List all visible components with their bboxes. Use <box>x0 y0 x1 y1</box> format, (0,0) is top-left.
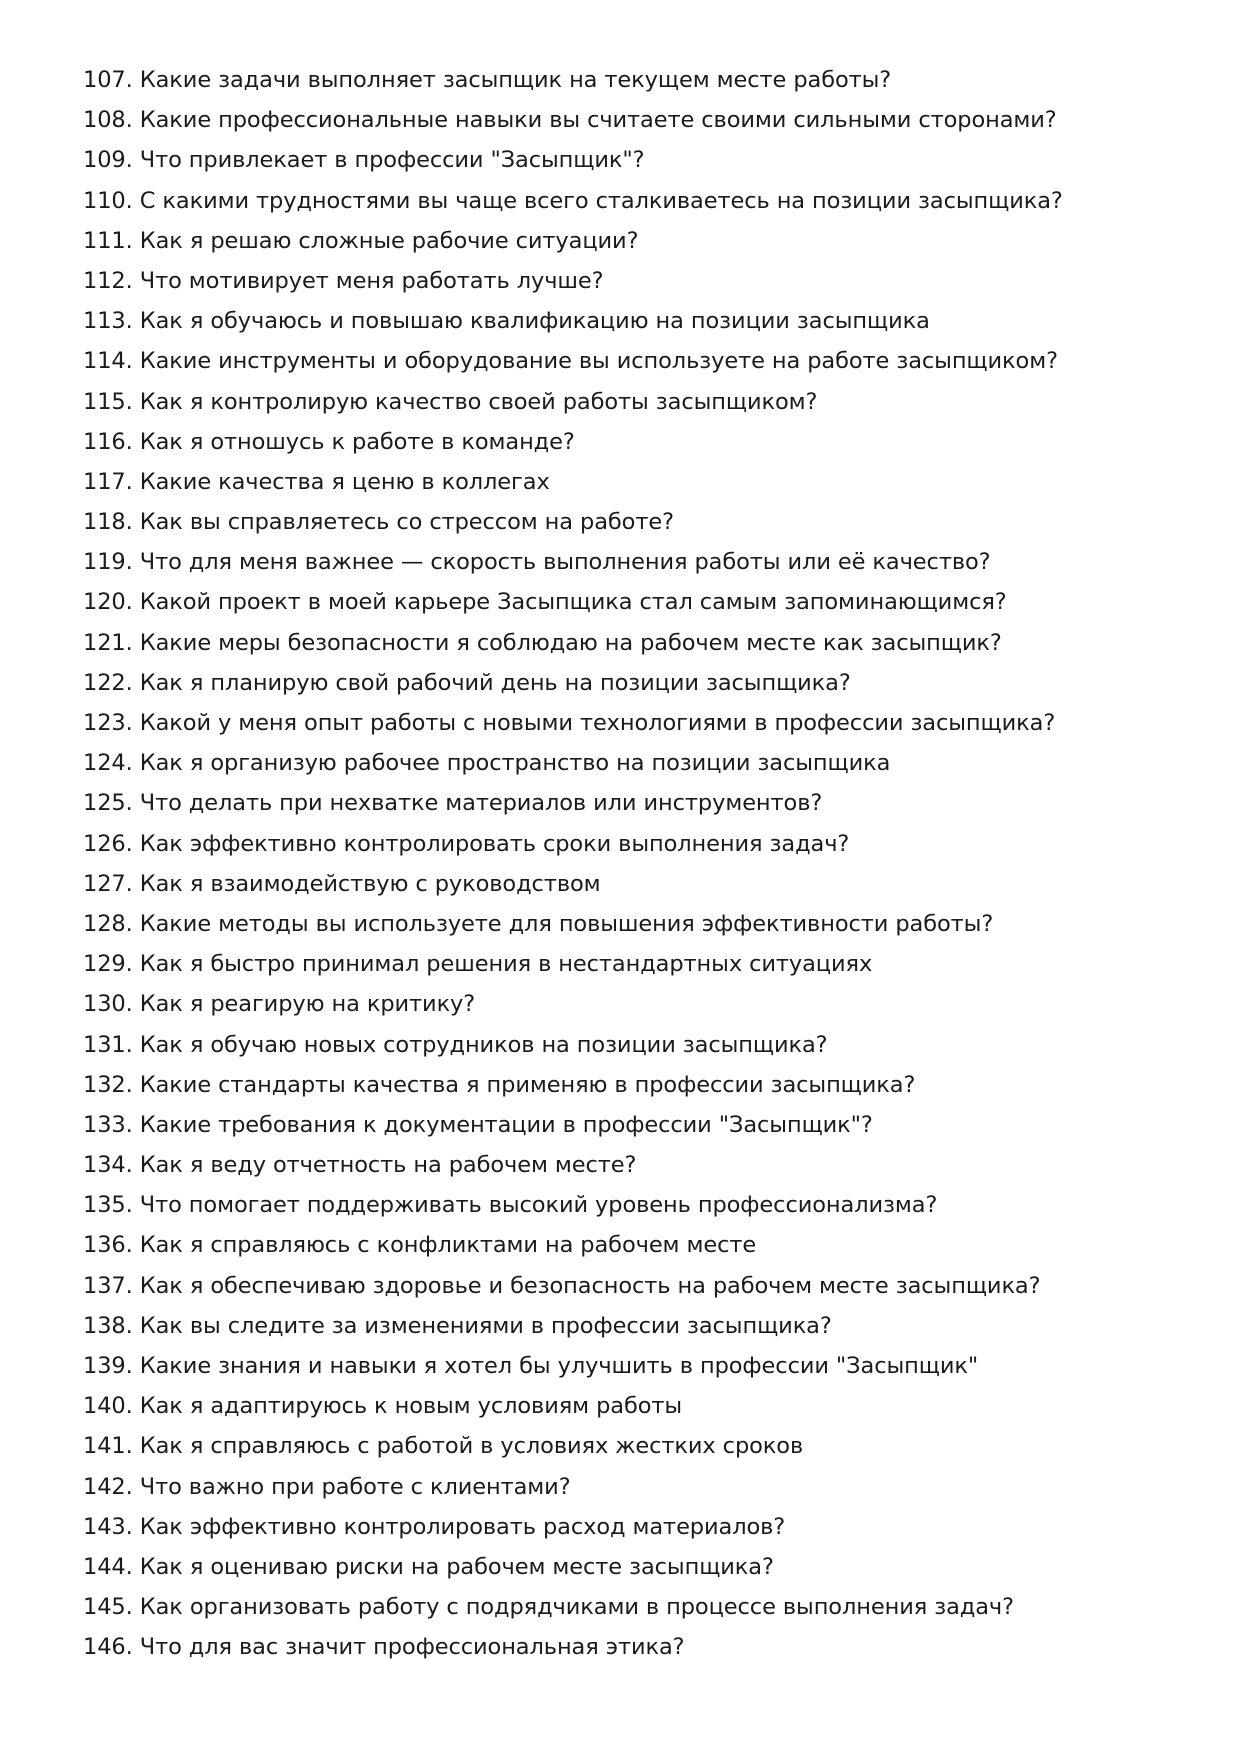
question-item: 146. Что для вас значит профессиональная этика? <box>83 1634 685 1661</box>
question-item: 113. Как я обучаюсь и повышаю квалификацию на позиции засыпщика <box>83 308 930 335</box>
question-item: 144. Как я оцениваю риски на рабочем месте засыпщика? <box>83 1553 774 1580</box>
question-item: 115. Как я контролирую качество своей работы засыпщиком? <box>83 388 818 415</box>
question-item: 131. Как я обучаю новых сотрудников на позиции засыпщика? <box>83 1031 828 1058</box>
question-item: 121. Какие меры безопасности я соблюдаю на рабочем месте как засыпщик? <box>83 629 1002 656</box>
question-item: 140. Как я адаптируюсь к новым условиям работы <box>83 1393 683 1420</box>
question-item: 125. Что делать при нехватке материалов или инструментов? <box>83 790 823 817</box>
question-item: 136. Как я справляюсь с конфликтами на рабочем месте <box>83 1232 757 1259</box>
question-item: 141. Как я справляюсь с работой в условиях жестких сроков <box>83 1433 804 1460</box>
question-item: 135. Что помогает поддерживать высокий уровень профессионализма? <box>83 1192 938 1219</box>
question-item: 137. Как я обеспечиваю здоровье и безопасность на рабочем месте засыпщика? <box>83 1272 1041 1299</box>
question-item: 114. Какие инструменты и оборудование вы используете на работе засыпщиком? <box>83 348 1058 375</box>
question-item: 120. Какой проект в моей карьере Засыпщика стал самым запоминающимся? <box>83 589 1007 616</box>
question-item: 107. Какие задачи выполняет засыпщик на текущем месте работы? <box>83 67 892 93</box>
question-item: 110. С какими трудностями вы чаще всего сталкиваетесь на позиции засыпщика? <box>83 187 1063 214</box>
question-item: 112. Что мотивирует меня работать лучше? <box>83 267 604 294</box>
question-item: 119. Что для меня важнее — скорость выполнения работы или её качество? <box>83 549 991 576</box>
question-item: 109. Что привлекает в профессии "Засыпщик"? <box>83 147 645 174</box>
question-item: 117. Какие качества я ценю в коллегах <box>83 468 550 495</box>
question-item: 129. Как я быстро принимал решения в нестандартных ситуациях <box>83 951 873 978</box>
question-item: 124. Как я организую рабочее пространство на позиции засыпщика <box>83 750 891 777</box>
question-item: 139. Какие знания и навыки я хотел бы улучшить в профессии "Засыпщик" <box>83 1353 979 1379</box>
question-item: 126. Как эффективно контролировать сроки выполнения задач? <box>83 830 850 857</box>
question-item: 138. Как вы следите за изменениями в профессии засыпщика? <box>83 1312 832 1339</box>
question-item: 127. Как я взаимодействую с руководством <box>83 870 601 897</box>
question-item: 128. Какие методы вы используете для повышения эффективности работы? <box>83 910 994 937</box>
question-item: 143. Как эффективно контролировать расход материалов? <box>83 1513 786 1540</box>
question-item: 111. Как я решаю сложные рабочие ситуации? <box>83 227 639 254</box>
question-item: 123. Какой у меня опыт работы с новыми технологиями в профессии засыпщика? <box>83 710 1056 736</box>
question-item: 116. Как я отношусь к работе в команде? <box>83 428 575 455</box>
question-item: 108. Какие профессиональные навыки вы считаете своими сильными сторонами? <box>83 107 1057 134</box>
question-item: 145. Как организовать работу с подрядчиками в процессе выполнения задач? <box>83 1594 1014 1621</box>
question-item: 122. Как я планирую свой рабочий день на позиции засыпщика? <box>83 669 851 696</box>
question-item: 134. Как я веду отчетность на рабочем месте? <box>83 1152 637 1179</box>
question-list <box>83 60 1193 1668</box>
question-item: 142. Что важно при работе с клиентами? <box>83 1473 571 1500</box>
question-item: 132. Какие стандарты качества я применяю в профессии засыпщика? <box>83 1071 916 1098</box>
question-item: 133. Какие требования к документации в профессии "Засыпщик"? <box>83 1111 873 1138</box>
question-item: 118. Как вы справляетесь со стрессом на работе? <box>83 509 674 536</box>
question-item: 130. Как я реагирую на критику? <box>83 991 476 1018</box>
